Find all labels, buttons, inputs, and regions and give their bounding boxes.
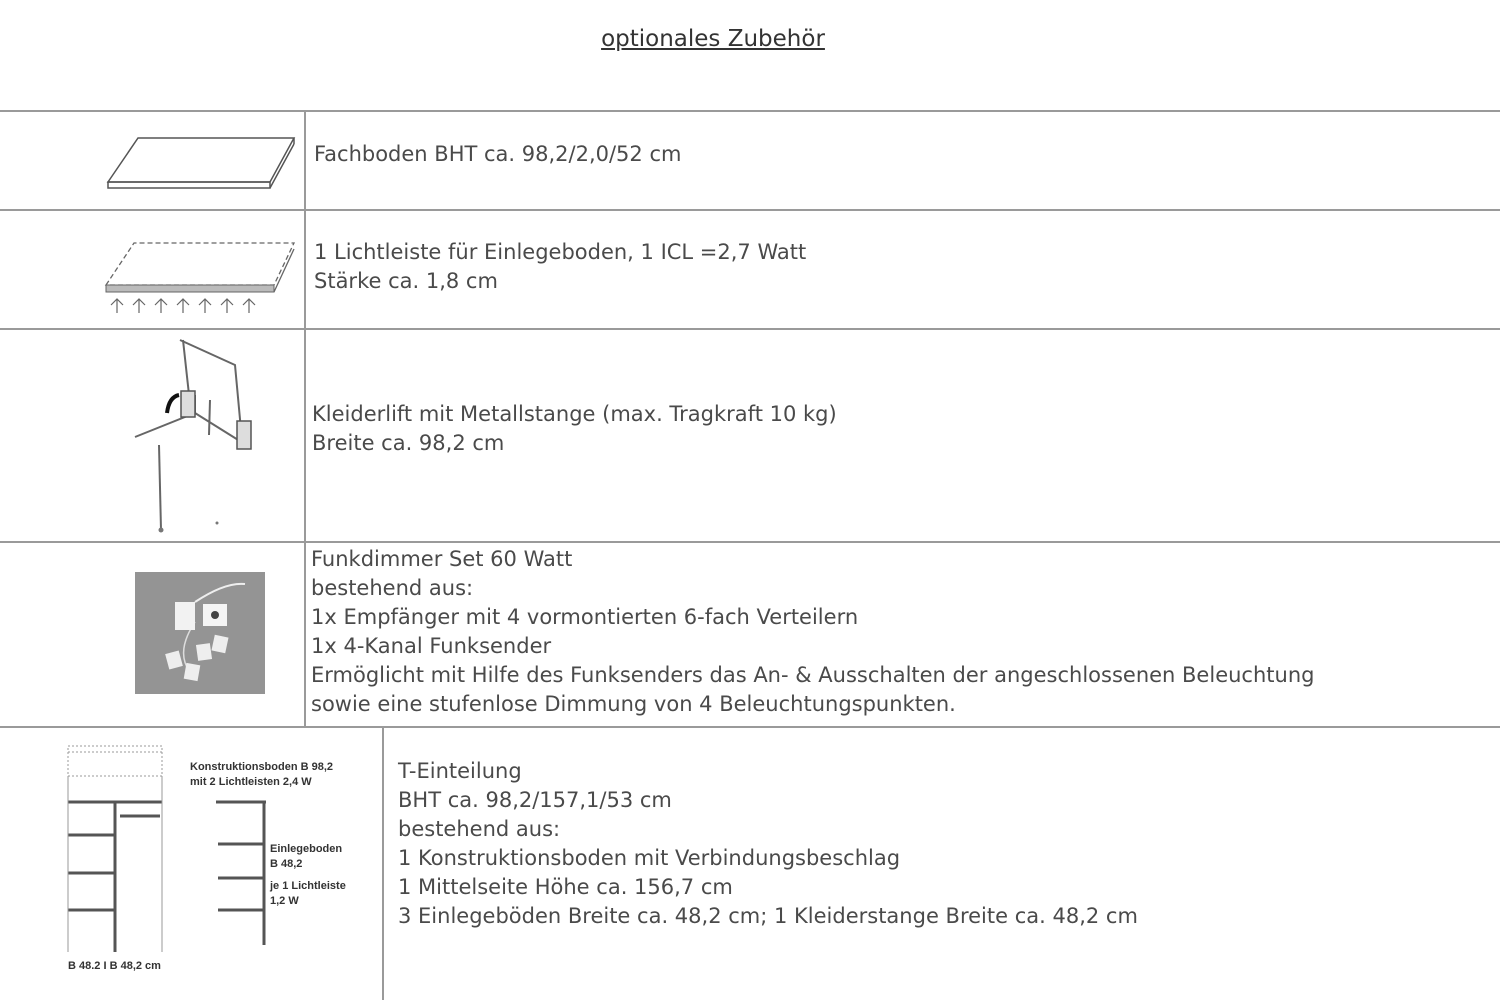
description-line: 1x Empfänger mit 4 vormontierten 6-fach Verteilern	[311, 605, 859, 629]
column-divider	[382, 726, 384, 1000]
description-line: BHT ca. 98,2/157,1/53 cm	[398, 788, 672, 812]
lit-shelf-icon	[100, 235, 300, 320]
description-line: Breite ca. 98,2 cm	[312, 431, 505, 455]
description-line: bestehend aus:	[311, 576, 474, 600]
description-line: 1 Mittelseite Höhe ca. 156,7 cm	[398, 875, 733, 899]
diagram-label: B 48.2 I B 48,2 cm	[68, 960, 161, 972]
row-divider	[0, 328, 1500, 330]
row-4-text	[311, 545, 1314, 719]
description-line: Ermöglicht mit Hilfe des Funksenders das An- & Ausschalten der angeschlossenen Beleuchtung	[311, 663, 1315, 687]
diagram-label: 1,2 W	[270, 895, 299, 907]
description-line: 1 Konstruktionsboden mit Verbindungsbeschlag	[398, 846, 901, 870]
row-2-text	[314, 238, 806, 296]
description-line: Funkdimmer Set 60 Watt	[311, 547, 573, 571]
column-divider	[304, 110, 306, 727]
clothes-lift-icon	[125, 335, 265, 535]
row-divider	[0, 209, 1500, 211]
description-line: Fachboden BHT ca. 98,2/2,0/52 cm	[314, 142, 682, 166]
description-line: 1 Lichtleiste für Einlegeboden, 1 ICL =2,7 Watt	[314, 240, 807, 264]
diagram-label: B 48,2	[270, 858, 303, 870]
row-5-text	[398, 757, 1138, 931]
diagram-label: je 1 Lichtleiste	[270, 880, 346, 892]
description-line: Kleiderlift mit Metallstange (max. Tragkraft 10 kg)	[312, 402, 837, 426]
t-division-diagram	[60, 740, 380, 985]
table-top-border	[0, 110, 1500, 112]
diagram-label: Einlegeboden	[270, 843, 343, 855]
diagram-label: Konstruktionsboden B 98,2	[190, 761, 334, 773]
description-line: 1x 4-Kanal Funksender	[311, 634, 552, 658]
description-line: Stärke ca. 1,8 cm	[314, 269, 498, 293]
row-1-text	[314, 140, 681, 169]
description-line: bestehend aus:	[398, 817, 561, 841]
row-3-text	[312, 400, 837, 458]
row-divider	[0, 541, 1500, 543]
page-title: optionales Zubehör	[601, 26, 825, 52]
row-divider	[0, 726, 1500, 728]
diagram-label: mit 2 Lichtleisten 2,4 W	[190, 776, 312, 788]
dimmer-set-photo	[135, 572, 265, 694]
description-line: sowie eine stufenlose Dimmung von 4 Beleuchtungspunkten.	[311, 692, 956, 716]
description-line: 3 Einlegeböden Breite ca. 48,2 cm; 1 Kleiderstange Breite ca. 48,2 cm	[398, 904, 1138, 928]
shelf-board-icon	[100, 130, 300, 200]
description-line: T-Einteilung	[398, 759, 522, 783]
